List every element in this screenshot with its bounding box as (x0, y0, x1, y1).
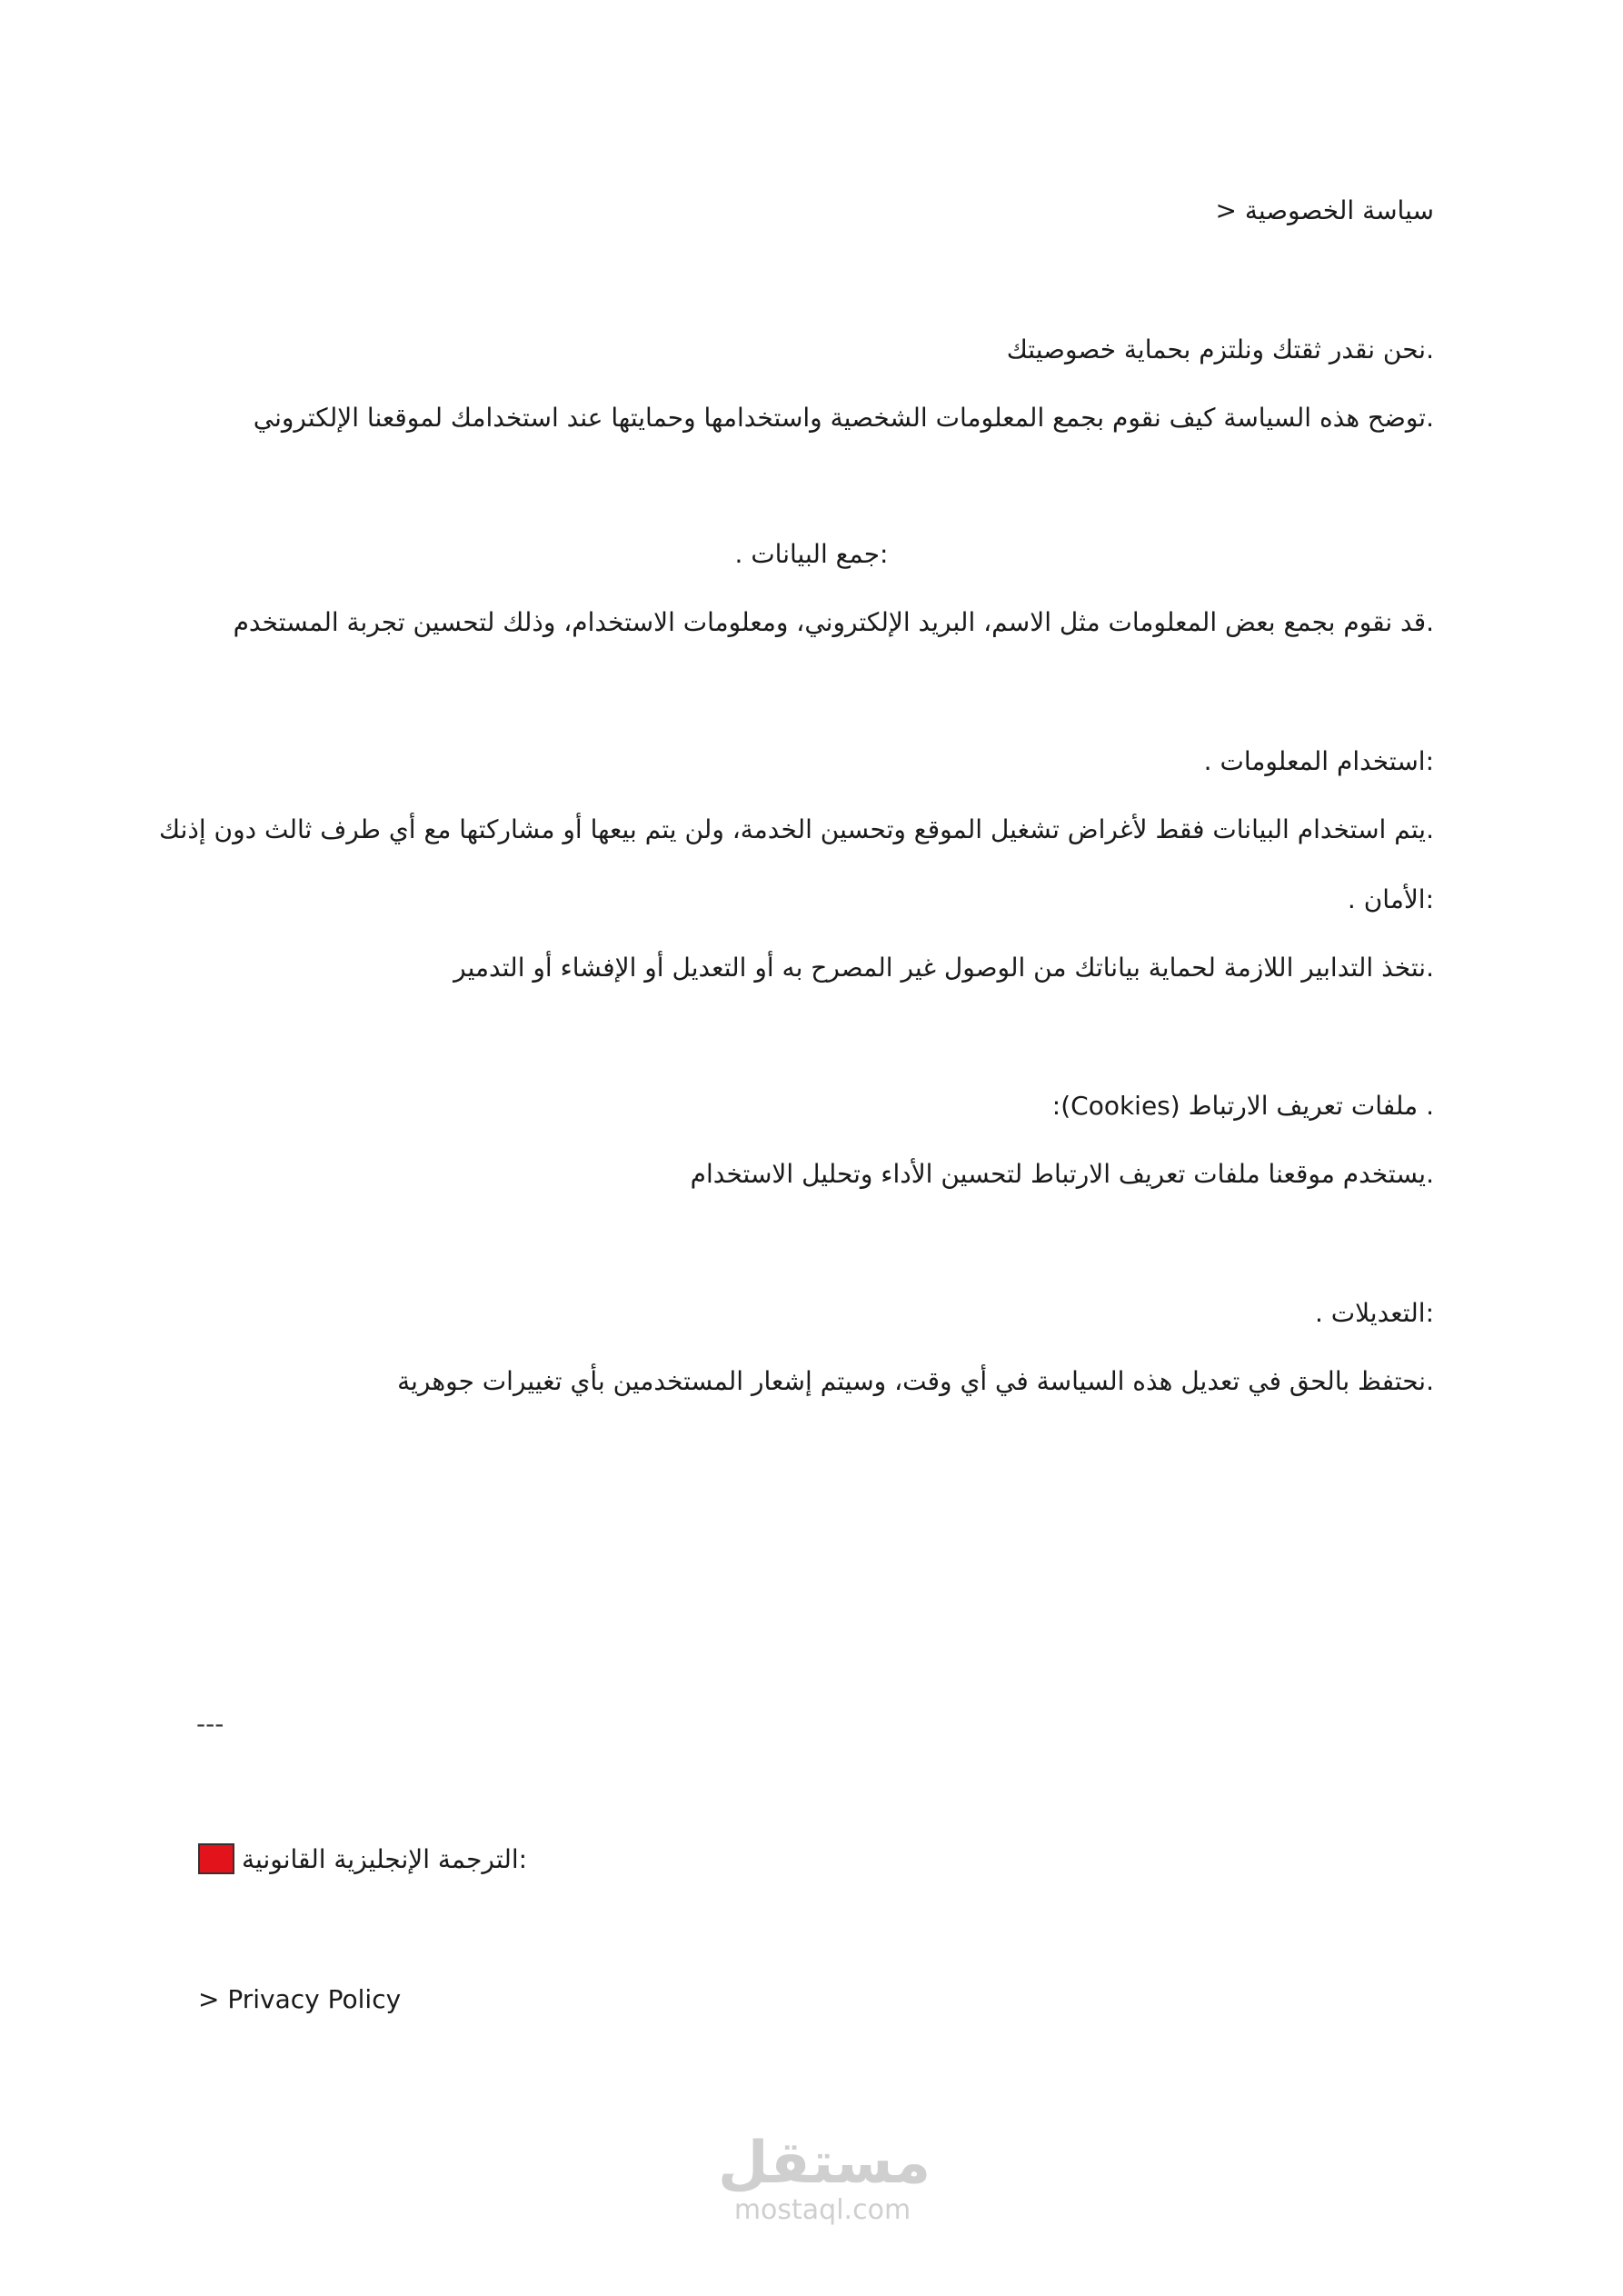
section-title-cookies: :(Cookies) ملفات تعريف الارتباط . (1051, 1091, 1434, 1121)
watermark-arabic: مستقل (718, 2130, 931, 2197)
section-text-changes: .نحتفظ بالحق في تعديل هذه السياسة في أي وقت، وسيتم إشعار المستخدمين بأي تغييرات جوهرية (397, 1366, 1434, 1396)
section-text-security: .نتخذ التدابير اللازمة لحماية بياناتك من الوصول غير المصرح به أو التعديل أو الإفشاء أو التدمير (453, 953, 1434, 983)
section-title-collection: :جمع البيانات . (734, 539, 889, 569)
section-title-changes: :التعديلات . (1314, 1298, 1434, 1328)
page-heading: سياسة الخصوصية < (1215, 195, 1434, 225)
watermark-logo (718, 2130, 931, 2226)
watermark-latin: mostaql.com (733, 2194, 911, 2226)
translation-label: :الترجمة الإنجليزية القانونية (242, 1843, 528, 1874)
section-title-security: :الأمان . (1347, 884, 1434, 914)
translation-heading (198, 1841, 527, 1877)
section-title-usage: :استخدام المعلومات . (1203, 746, 1434, 776)
separator: --- (196, 1709, 224, 1739)
red-flag-icon (198, 1843, 234, 1874)
english-heading: > Privacy Policy (198, 1984, 402, 2014)
section-text-cookies: .يستخدم موقعنا ملفات تعريف الارتباط لتحسين الأداء وتحليل الاستخدام (690, 1159, 1434, 1189)
section-text-usage: .يتم استخدام البيانات فقط لأغراض تشغيل الموقع وتحسين الخدمة، ولن يتم بيعها أو مشاركتها مع أي طرف ثالث دون إذنك (158, 814, 1434, 844)
section-text-collection: .قد نقوم بجمع بعض المعلومات مثل الاسم، البريد الإلكتروني، ومعلومات الاستخدام، وذلك لتحسين تجربة المستخدم (233, 607, 1434, 637)
intro-line-1: .نحن نقدر ثقتك ونلتزم بحماية خصوصيتك (1006, 334, 1434, 364)
intro-line-2: .توضح هذه السياسة كيف نقوم بجمع المعلومات الشخصية واستخدامها وحمايتها عند استخدامك لموقعنا الإلكتروني (253, 403, 1434, 433)
